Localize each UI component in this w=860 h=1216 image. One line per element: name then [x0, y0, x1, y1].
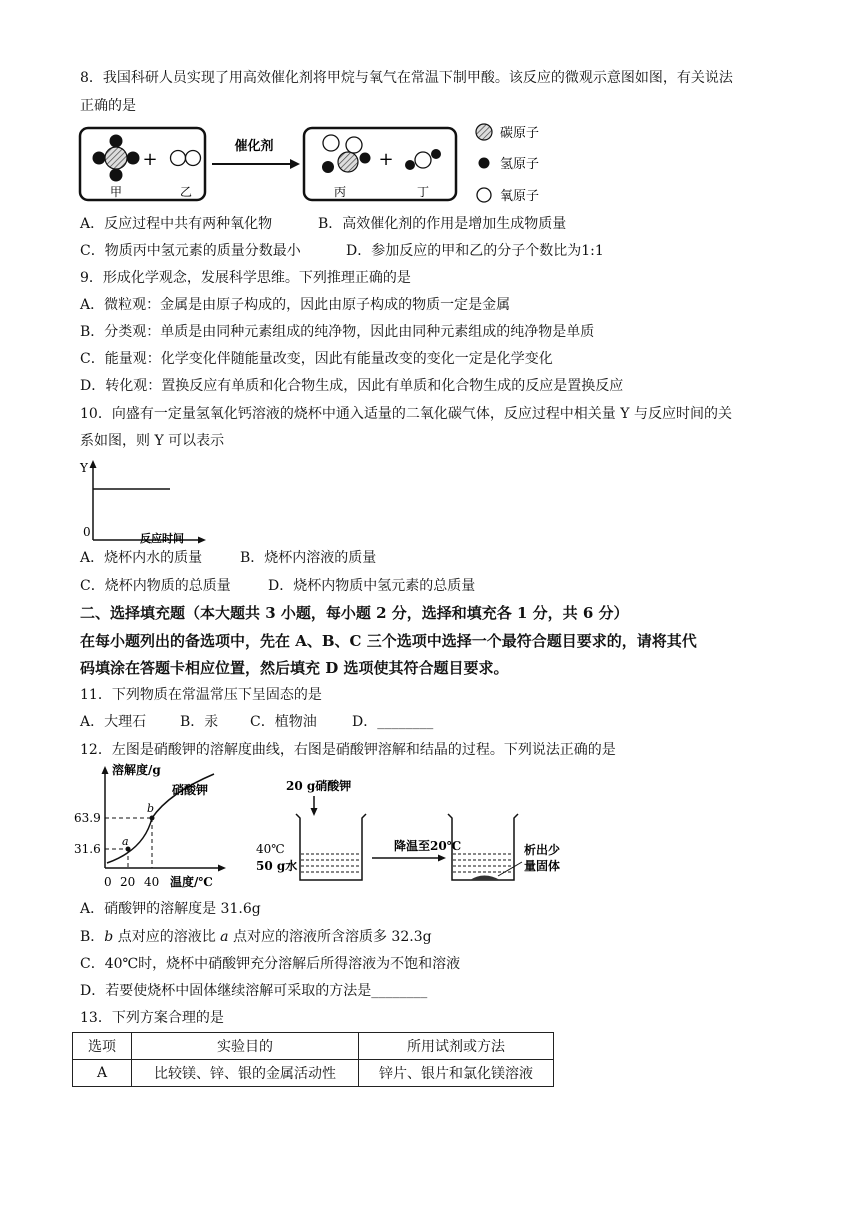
section2-instruction-line2: 码填涂在答题卡相应位置，然后填充 D 选项使其符合题目要求。 — [80, 659, 509, 677]
q8-stem-line1: 8．我国科研人员实现了用高效催化剂将甲烷与氧气在常温下制甲酸。该反应的微观示意图如图，有关说法 — [80, 70, 733, 86]
tick-31-6: 31.6 — [74, 842, 101, 856]
point-b — [150, 816, 155, 821]
legend-hydrogen: 氢原子 — [500, 157, 540, 172]
plus-sign-1: + — [142, 149, 158, 170]
q8-option-a: A．反应过程中共有两种氧化物 — [80, 216, 273, 232]
svg-text:b: b — [147, 802, 155, 815]
graph-origin: 0 — [83, 525, 91, 539]
water-molecule — [405, 149, 441, 170]
q11-stem: 11．下列物质在常温常压下呈固态的是 — [80, 687, 322, 703]
oxygen-molecule — [171, 151, 201, 166]
table-row: A 比较镁、锌、银的金属活动性 锌片、银片和氯化镁溶液 — [73, 1060, 554, 1087]
q12-option-c: C．40℃时，烧杯中硝酸钾充分溶解后所得溶液为不饱和溶液 — [80, 956, 461, 972]
q13-table — [72, 1032, 554, 1087]
arrow-head — [290, 159, 300, 169]
q12-option-b: B．b 点对应的溶液比 a 点对应的溶液所含溶质多 32.3g — [80, 929, 432, 945]
header-method: 所用试剂或方法 — [359, 1033, 554, 1060]
q13-stem: 13．下列方案合理的是 — [80, 1010, 224, 1026]
q11-option-d: D．________ — [352, 714, 434, 730]
q10-option-b: B．烧杯内溶液的质量 — [240, 550, 377, 566]
label-yi: 乙 — [179, 185, 193, 199]
label-jia: 甲 — [109, 185, 123, 199]
q10-option-a: A．烧杯内水的质量 — [80, 550, 203, 566]
q9-stem: 9．形成化学观念，发展科学思维。下列推理正确的是 — [80, 270, 411, 286]
q9-option-a: A．微粒观：金属是由原子构成的，因此由原子构成的物质一定是金属 — [80, 297, 511, 313]
legend-oxygen: 氧原子 — [500, 189, 540, 204]
curve-ylabel: 溶解度/g — [112, 763, 161, 777]
curve-xlabel: 温度/℃ — [170, 875, 213, 889]
q10-graph — [72, 456, 232, 546]
section2-title: 二、选择填充题（本大题共 3 小题，每小题 2 分，选择和填充各 1 分，共 6 分） — [80, 604, 629, 622]
q10-option-d: D．烧杯内物质中氢元素的总质量 — [268, 578, 476, 594]
q12-solubility-curve — [74, 760, 234, 890]
graph-xlabel: 反应时间 — [140, 532, 184, 545]
legend-carbon: 碳原子 — [500, 126, 540, 141]
plus-sign-2: + — [378, 149, 394, 170]
svg-text:a: a — [122, 835, 129, 848]
header-purpose: 实验目的 — [132, 1033, 359, 1060]
q10-option-c: C．烧杯内物质的总质量 — [80, 578, 231, 594]
tick-63-9: 63.9 — [74, 811, 101, 825]
q8-stem-line2: 正确的是 — [80, 98, 136, 114]
q9-option-b: B．分类观：单质是由同种元素组成的纯净物，因此由同种元素组成的纯净物是单质 — [80, 324, 595, 340]
q12-stem: 12．左图是硝酸钾的溶解度曲线，右图是硝酸钾溶解和结晶的过程。下列说法正确的是 — [80, 742, 616, 758]
legend — [476, 124, 539, 204]
q8-option-d: D．参加反应的甲和乙的分子个数比为1:1 — [346, 243, 604, 259]
graph-ylabel: Y — [80, 461, 88, 475]
q12-beaker-process — [252, 774, 582, 889]
q10-stem-line1: 10．向盛有一定量氢氧化钙溶液的烧杯中通入适量的二氧化碳气体，反应过程中相关量 Y 与反应时间的关 — [80, 406, 732, 422]
section2-instruction-line1: 在每小题列出的备选项中，先在 A、B、C 三个选项中选择一个最符合题目要求的，请将其代 — [80, 632, 697, 650]
q9-option-d: D．转化观：置换反应有单质和化合物生成，因此有单质和化合物生成的反应是置换反应 — [80, 378, 624, 394]
q11-option-c: C．植物油 — [250, 714, 317, 730]
q10-stem-line2: 系如图，则 Y 可以表示 — [80, 433, 225, 449]
formic-acid-molecule — [322, 135, 371, 173]
q12-option-d: D．若要使烧杯中固体继续溶解可采取的方法是________ — [80, 983, 428, 999]
q11-option-b: B．汞 — [180, 714, 219, 730]
header-option: 选项 — [73, 1033, 132, 1060]
methane-molecule — [93, 135, 140, 182]
cooling-label: 降温至20℃ — [394, 839, 462, 853]
tick-x-40: 40 — [144, 875, 160, 889]
label-bing: 丙 — [333, 185, 347, 199]
catalyst-label: 催化剂 — [234, 139, 274, 154]
water-label: 50 g水 — [256, 859, 298, 873]
result-label-1: 析出少 — [524, 843, 561, 857]
temp-label: 40℃ — [256, 842, 285, 856]
tick-x-0: 0 — [104, 875, 112, 889]
q8-reaction-diagram — [0, 118, 860, 208]
q9-option-c: C．能量观：化学变化伴随能量改变，因此有能量改变的变化一定是化学变化 — [80, 351, 553, 367]
tick-x-20: 20 — [120, 875, 136, 889]
precipitate — [470, 876, 500, 881]
q8-option-c: C．物质丙中氢元素的质量分数最小 — [80, 243, 301, 259]
table-header-row — [73, 1033, 554, 1060]
beaker-1 — [296, 814, 366, 880]
q12-option-a: A．硝酸钾的溶解度是 31.6g — [80, 901, 261, 917]
result-label-2: 量固体 — [524, 859, 561, 873]
q11-option-a: A．大理石 — [80, 714, 147, 730]
curve-series-label: 硝酸钾 — [172, 783, 209, 797]
label-ding: 丁 — [416, 185, 430, 199]
q8-option-b: B．高效催化剂的作用是增加生成物质量 — [318, 216, 567, 232]
add-kno3-label: 20 g硝酸钾 — [286, 779, 352, 793]
